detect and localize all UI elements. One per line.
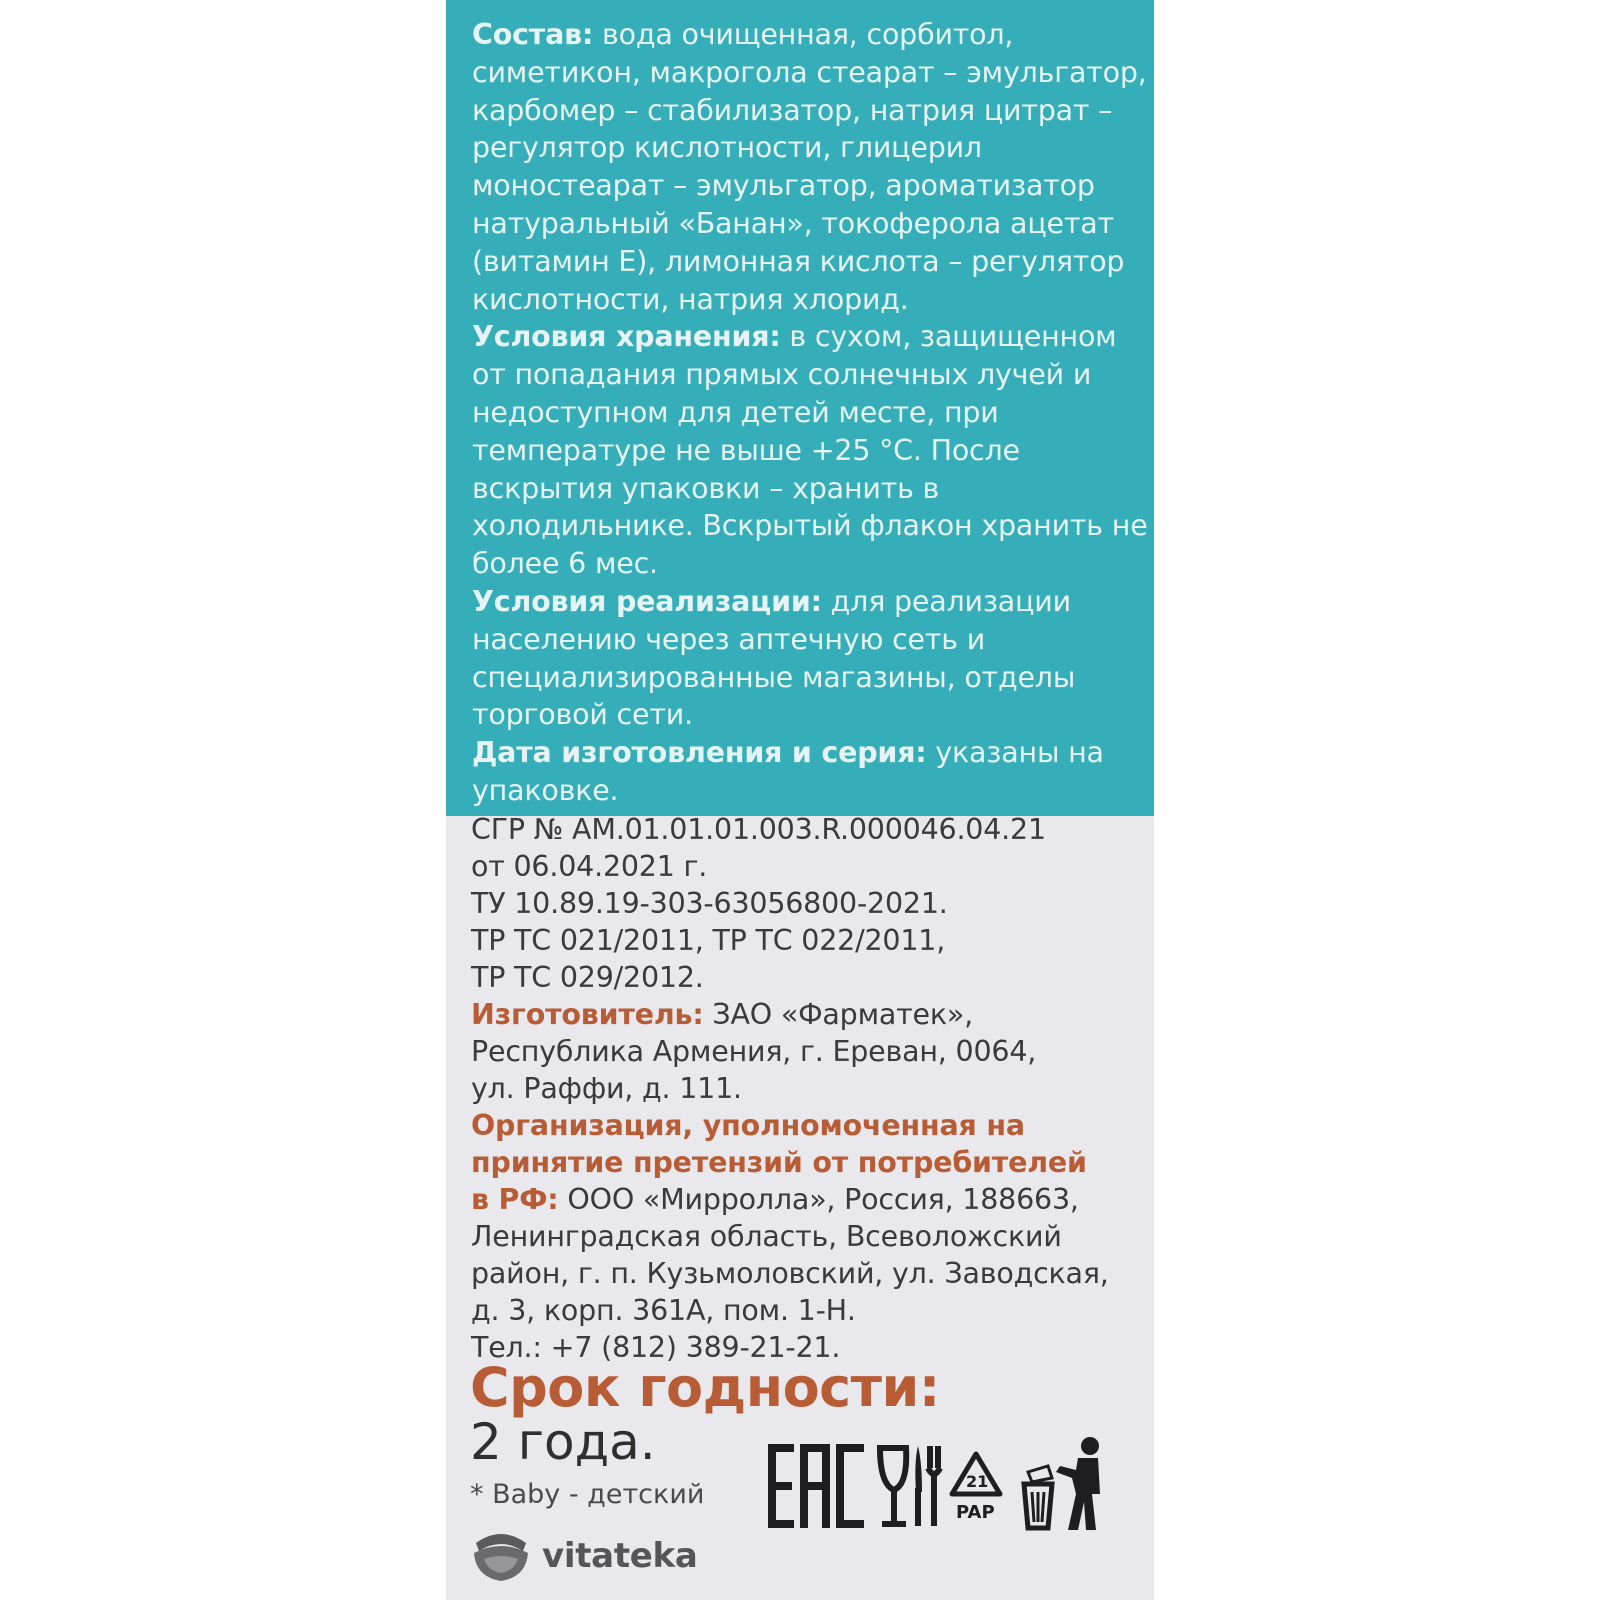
composition-text: вода очищенная, сорбитол, симетикон, макрогола стеарат – эмульгатор, карбомер – стабилизатор, натрия цитрат – регулятор кислотности, глицерил моностеарат – эмульгатор, ароматизатор натуральный «Банан», токоферола ацетат (витамин Е), лимонная кислота – регулятор кислотности, натрия хлорид. — [472, 18, 1147, 316]
manufacturer-label: Изготовитель: — [471, 998, 704, 1031]
package-side — [446, 0, 1154, 1600]
info-panel — [446, 0, 1154, 816]
organization-line-1 — [471, 1181, 1151, 1218]
sgr-date-line: от 06.04.2021 г. — [471, 850, 708, 883]
shelf-life-value: 2 года. — [470, 1413, 656, 1471]
storage-text: в сухом, защищенном от попадания прямых солнечных лучей и недоступном для детей месте, при температуре не выше +25 °С. После вскрытия упаковки – хранить в холодильнике. Вскрытый флакон хранить не более 6 мес. — [472, 320, 1148, 581]
info-text — [472, 16, 1152, 810]
vitateka-logo-icon — [470, 1529, 532, 1583]
tu-line: ТУ 10.89.19-303-63056800-2021. — [471, 887, 948, 920]
footnote: * Baby - детский — [470, 1479, 705, 1510]
sale-paragraph — [472, 583, 1152, 734]
storage-paragraph — [472, 318, 1152, 583]
composition-label: Состав: — [472, 18, 594, 51]
manufacturer-line-3: ул. Раффи, д. 111. — [471, 1072, 742, 1105]
recycle-number: 21 — [966, 1472, 989, 1491]
composition-paragraph — [472, 16, 1152, 318]
manufacture-date-paragraph — [472, 734, 1152, 810]
manufacturer-line-1 — [471, 996, 1151, 1033]
manufacturer-name: ЗАО «Фарматек», — [703, 998, 973, 1031]
manufacture-date-text: указаны на упаковке. — [472, 736, 1104, 807]
organization-label-1: Организация, уполномоченная на — [471, 1109, 1025, 1142]
sale-text: для реализации населению через аптечную сеть и специализированные магазины, отделы торговой сети. — [472, 584, 1076, 732]
food-contact-icon — [880, 1446, 940, 1526]
recycle-code: PAP — [956, 1502, 995, 1523]
shelf-life-title: Срок годности: — [470, 1356, 940, 1419]
organization-label-3: в РФ: — [471, 1183, 559, 1216]
tr-line-2: ТР ТС 029/2012. — [471, 961, 704, 994]
phone-line: Тел.: +7 (812) 389-21-21. — [471, 1331, 841, 1364]
organization-name: ООО «Мирролла», Россия, 188663, — [558, 1183, 1079, 1216]
organization-line-2: Ленинградская область, Всеволожский — [471, 1220, 1062, 1253]
organization-line-4: д. 3, корп. 361А, пом. 1-Н. — [471, 1294, 856, 1327]
sgr-line: СГР № AM.01.01.01.003.R.000046.04.21 — [471, 813, 1046, 846]
certification-symbols — [766, 1432, 1136, 1542]
recycle-icon — [952, 1454, 1000, 1523]
organization-label-2: принятие претензий от потребителей — [471, 1146, 1087, 1179]
manufacture-date-label: Дата изготовления и серия: — [472, 736, 927, 770]
registration-block — [471, 811, 1151, 1366]
eac-mark-icon — [768, 1444, 864, 1528]
organization-line-3: район, г. п. Кузьмоловский, ул. Заводская, — [471, 1257, 1109, 1290]
brand-name: vitateka — [542, 1536, 698, 1576]
tr-line-1: ТР ТС 021/2011, ТР ТС 022/2011, — [471, 924, 946, 957]
manufacturer-line-2: Республика Армения, г. Ереван, 0064, — [471, 1035, 1037, 1068]
storage-label: Условия хранения: — [472, 320, 781, 354]
sale-label: Условия реализации: — [472, 584, 822, 618]
brand-logo — [470, 1526, 697, 1586]
tidyman-icon — [1024, 1437, 1100, 1530]
